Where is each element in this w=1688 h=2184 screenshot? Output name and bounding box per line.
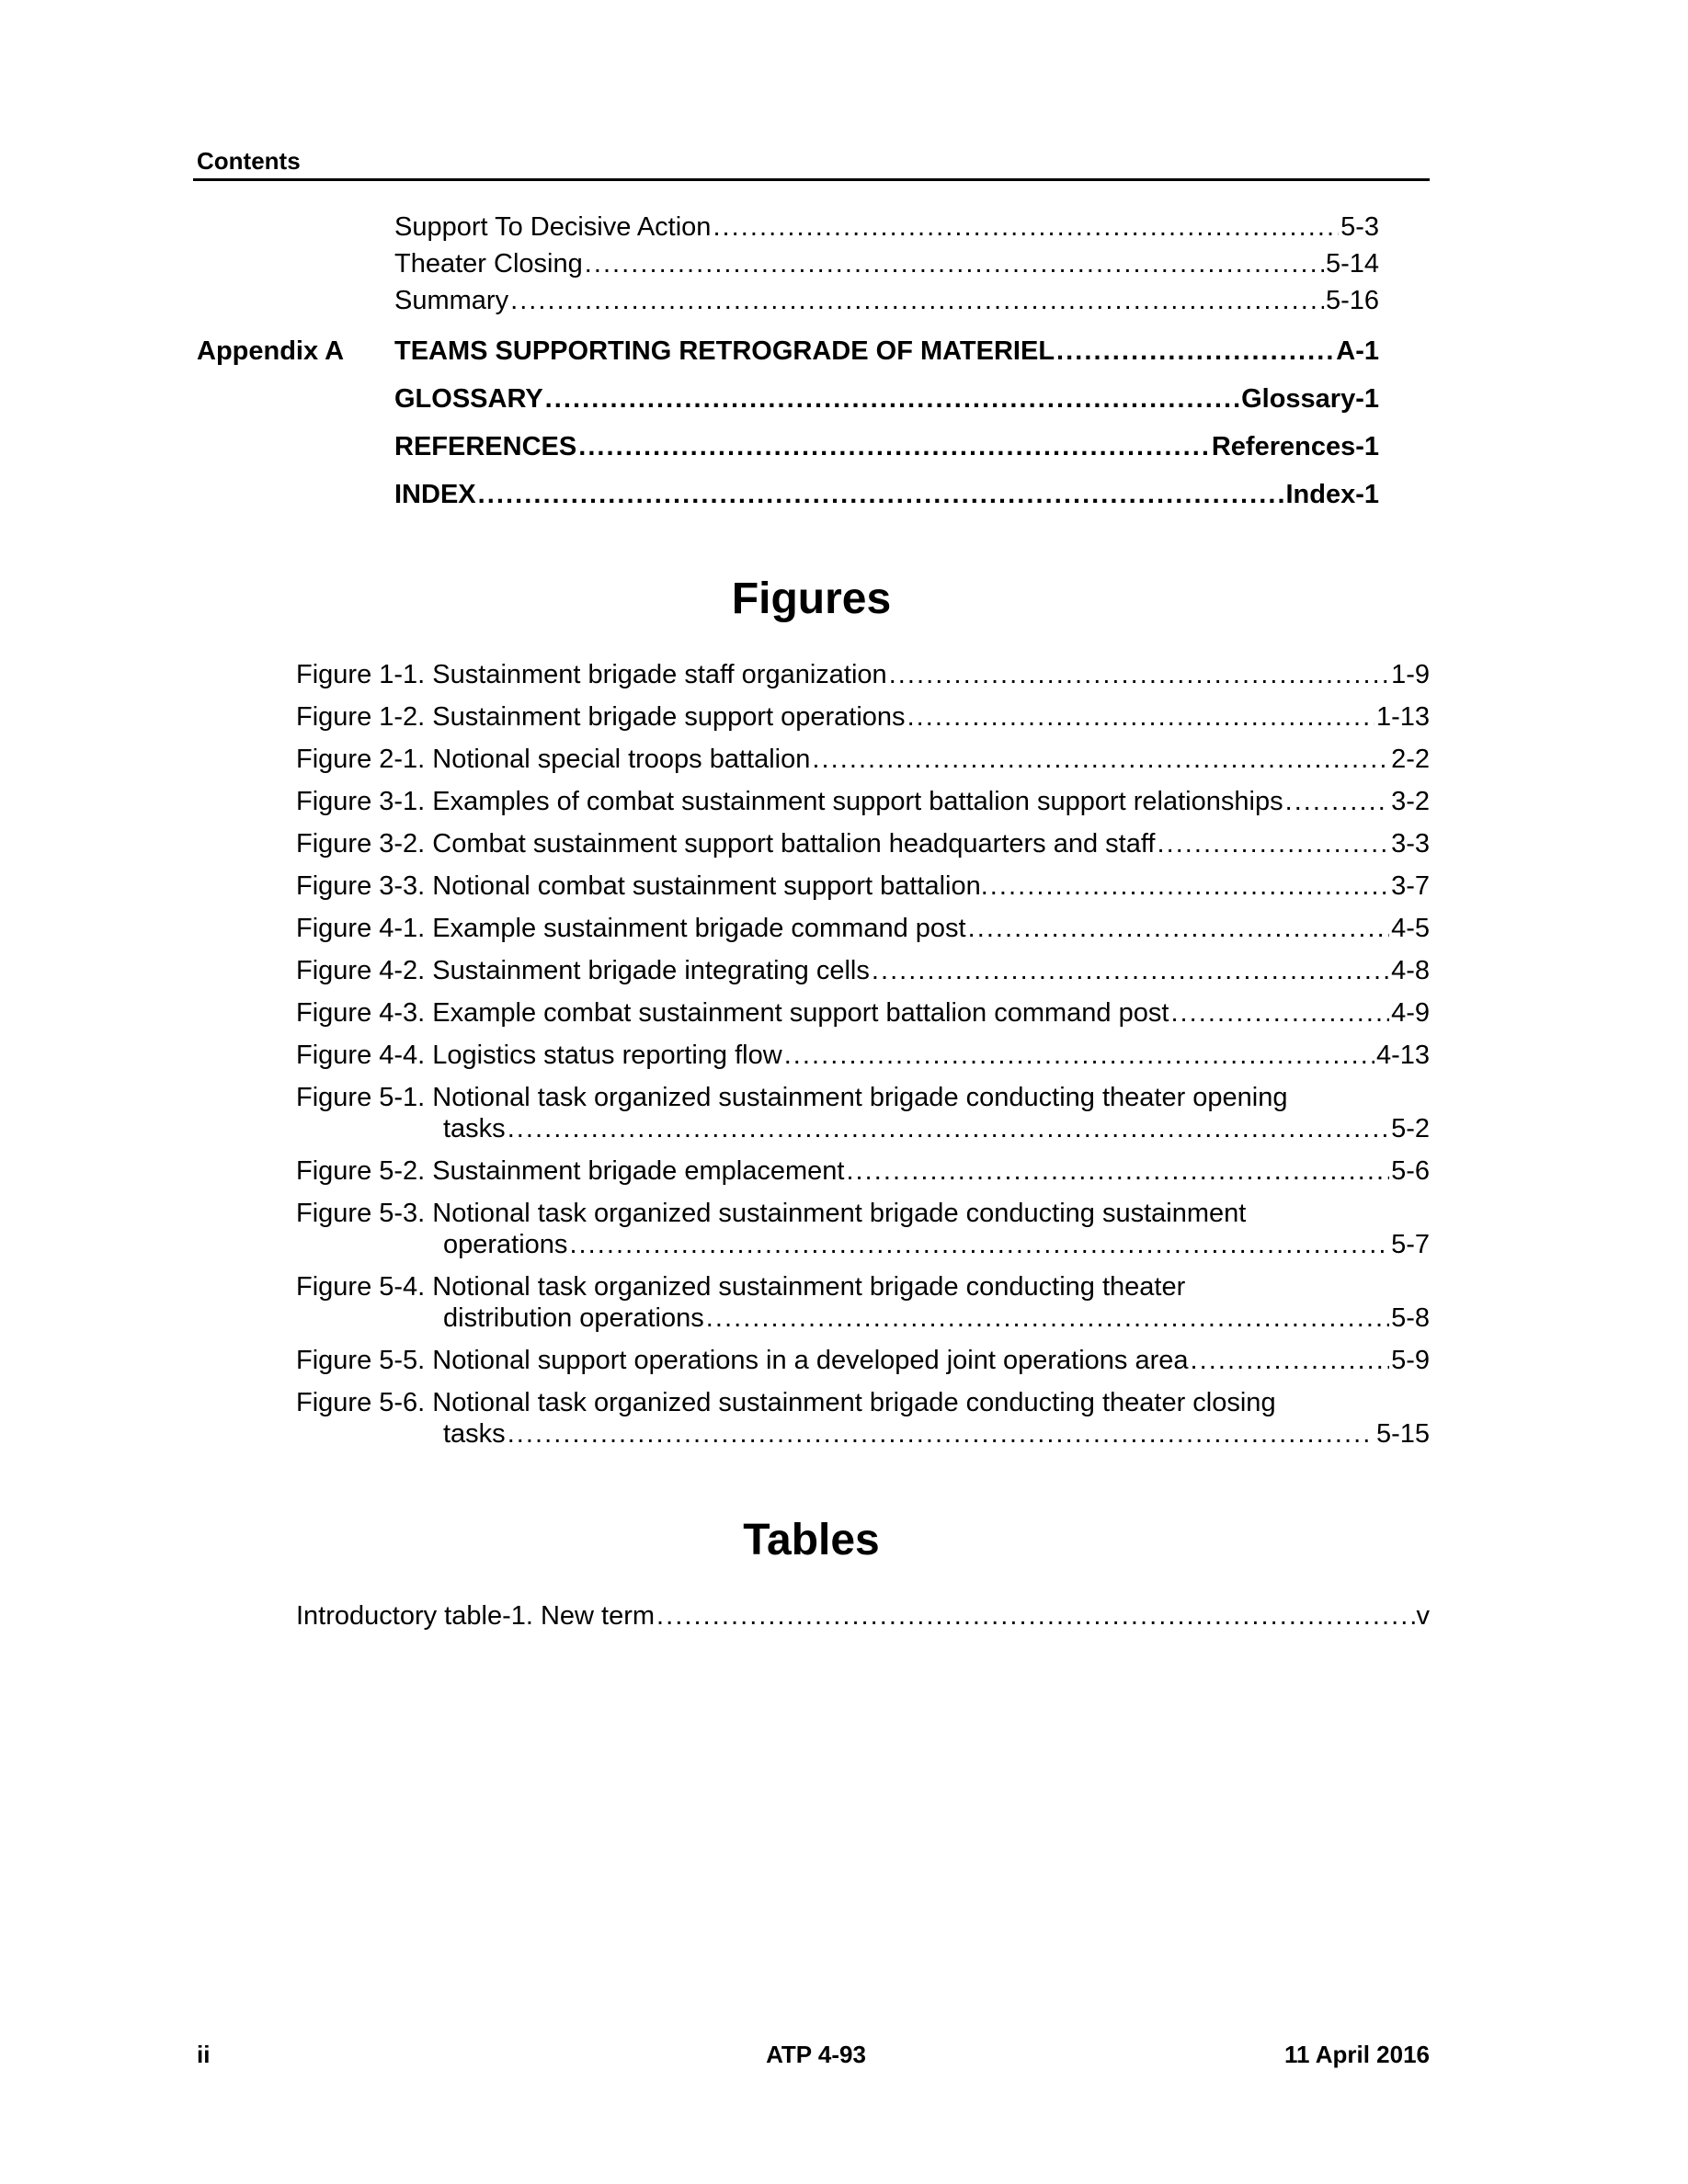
figure-page: 5-6	[1391, 1156, 1430, 1186]
figure-title: Figure 4-2. Sustainment brigade integrating cells	[296, 956, 870, 985]
appendix-label: Appendix A	[197, 336, 345, 366]
table-title: Introductory table-1. New term	[296, 1601, 656, 1631]
toc-entry-glossary[interactable]	[394, 384, 1379, 415]
dot-leader	[1056, 336, 1334, 367]
figure-entry-continuation[interactable]	[443, 1114, 1430, 1144]
figure-title: Figure 5-5. Notional support operations in a developed joint operations area	[296, 1346, 1189, 1375]
figure-title-line2: tasks	[443, 1114, 506, 1143]
figure-title-line2: distribution operations	[443, 1303, 704, 1333]
figure-page: 4-9	[1391, 998, 1430, 1028]
dot-leader	[990, 871, 1389, 902]
dot-leader	[1285, 787, 1390, 817]
figure-title: Figure 2-1. Notional special troops battalion	[296, 745, 811, 774]
toc-entry-title: TEAMS SUPPORTING RETROGRADE OF MATERIEL	[394, 336, 1055, 366]
toc-entry-page: 5-16	[1325, 286, 1379, 315]
toc-entry-page: References-1	[1211, 432, 1379, 461]
toc-entry-title: Theater Closing	[394, 249, 583, 279]
page-number: ii	[197, 2041, 211, 2068]
figure-title: Figure 4-4. Logistics status reporting flow	[296, 1041, 782, 1070]
toc-entry-page: Index-1	[1285, 480, 1379, 509]
figure-entry[interactable]	[296, 956, 1430, 986]
toc-entry-title: GLOSSARY	[394, 384, 543, 414]
dot-leader	[812, 745, 1389, 775]
toc-entry-title: Support To Decisive Action	[394, 212, 712, 242]
figure-entry[interactable]	[296, 745, 1430, 775]
toc-entry-title: INDEX	[394, 480, 476, 509]
figure-page: 5-15	[1375, 1419, 1430, 1449]
toc-entry-title: REFERENCES	[394, 432, 577, 461]
toc-entry-summary[interactable]	[394, 286, 1379, 316]
figure-page: 5-8	[1391, 1303, 1430, 1333]
figure-page: 5-7	[1391, 1230, 1430, 1259]
table-entry[interactable]	[296, 1601, 1430, 1632]
dot-leader	[1157, 829, 1389, 859]
dot-leader	[784, 1041, 1374, 1071]
dot-leader	[510, 286, 1324, 316]
dot-leader	[713, 212, 1339, 243]
toc-entry-page: 5-14	[1325, 249, 1379, 279]
table-page: v	[1416, 1601, 1430, 1631]
dot-leader	[585, 249, 1324, 279]
dot-leader	[569, 1230, 1389, 1260]
publication-id: ATP 4-93	[766, 2041, 866, 2068]
figure-entry[interactable]	[296, 1041, 1430, 1071]
figures-heading: Figures	[731, 574, 892, 623]
figure-title: Figure 3-1. Examples of combat sustainment support battalion support relationships	[296, 787, 1283, 816]
figure-title: Figure 5-2. Sustainment brigade emplacement	[296, 1156, 845, 1186]
tables-heading: Tables	[743, 1516, 880, 1564]
figure-page: 3-2	[1391, 787, 1430, 816]
figure-entry[interactable]	[296, 871, 1430, 902]
figure-title-line1[interactable]: Figure 5-3. Notional task organized sustainment brigade conducting sustainment	[296, 1199, 1247, 1228]
toc-entry-page: 5-3	[1340, 212, 1379, 242]
figure-title: Figure 1-1. Sustainment brigade staff organization	[296, 660, 887, 689]
dot-leader	[907, 702, 1374, 733]
figure-page: 4-13	[1375, 1041, 1430, 1070]
figure-title-line2: operations	[443, 1230, 568, 1259]
toc-entry-index[interactable]	[394, 480, 1379, 510]
toc-entry-support-to-decisive-action[interactable]	[394, 212, 1379, 243]
toc-entry-references[interactable]	[394, 432, 1379, 462]
figure-page: 3-3	[1391, 829, 1430, 859]
toc-entry-theater-closing[interactable]	[394, 249, 1379, 279]
figure-entry[interactable]	[296, 1346, 1430, 1376]
toc-entry-page: A-1	[1336, 336, 1379, 366]
dot-leader	[478, 480, 1284, 510]
figure-entry[interactable]	[296, 998, 1430, 1029]
figure-entry[interactable]	[296, 1156, 1430, 1187]
dot-leader	[508, 1419, 1374, 1450]
figure-title-line2: tasks	[443, 1419, 506, 1449]
figure-entry[interactable]	[296, 829, 1430, 859]
figure-page: 5-2	[1391, 1114, 1430, 1143]
dot-leader	[968, 914, 1389, 944]
dot-leader	[656, 1601, 1414, 1632]
figure-title: Figure 4-3. Example combat sustainment support battalion command post	[296, 998, 1169, 1028]
figure-title: Figure 1-2. Sustainment brigade support operations	[296, 702, 906, 732]
running-head: Contents	[197, 147, 301, 175]
figure-entry-continuation[interactable]	[443, 1419, 1430, 1450]
toc-entry-title: Summary	[394, 286, 509, 315]
dot-leader	[706, 1303, 1389, 1334]
figure-page: 2-2	[1391, 745, 1430, 774]
figure-title-line1[interactable]: Figure 5-4. Notional task organized sustainment brigade conducting theater	[296, 1272, 1186, 1302]
figure-entry[interactable]	[296, 787, 1430, 817]
figure-entry[interactable]	[296, 660, 1430, 690]
dot-leader	[1191, 1346, 1390, 1376]
dot-leader	[846, 1156, 1389, 1187]
figure-page: 4-8	[1391, 956, 1430, 985]
figure-page: 5-9	[1391, 1346, 1430, 1375]
figure-entry-continuation[interactable]	[443, 1230, 1430, 1260]
publication-date: 11 April 2016	[1283, 2041, 1430, 2068]
dot-leader	[872, 956, 1389, 986]
figure-entry[interactable]	[296, 702, 1430, 733]
dot-leader	[889, 660, 1389, 690]
figure-page: 1-9	[1391, 660, 1430, 689]
figure-entry[interactable]	[296, 914, 1430, 944]
dot-leader	[545, 384, 1239, 415]
figure-title: Figure 3-2. Combat sustainment support battalion headquarters and staff	[296, 829, 1156, 859]
figure-title: Figure 4-1. Example sustainment brigade command post	[296, 914, 966, 943]
figure-entry-continuation[interactable]	[443, 1303, 1430, 1334]
toc-entry-appendix-a[interactable]	[394, 336, 1379, 367]
figure-title-line1[interactable]: Figure 5-1. Notional task organized sustainment brigade conducting theater opening	[296, 1083, 1288, 1112]
figure-page: 1-13	[1375, 702, 1430, 732]
header-rule	[193, 178, 1430, 181]
figure-title: Figure 3-3. Notional combat sustainment support battalion.	[296, 871, 988, 901]
figure-page: 4-5	[1391, 914, 1430, 943]
figure-title-line1[interactable]: Figure 5-6. Notional task organized sustainment brigade conducting theater closing	[296, 1388, 1276, 1417]
toc-entry-page: Glossary-1	[1241, 384, 1379, 414]
dot-leader	[1170, 998, 1389, 1029]
figure-page: 3-7	[1391, 871, 1430, 901]
dot-leader	[578, 432, 1210, 462]
dot-leader	[508, 1114, 1389, 1144]
